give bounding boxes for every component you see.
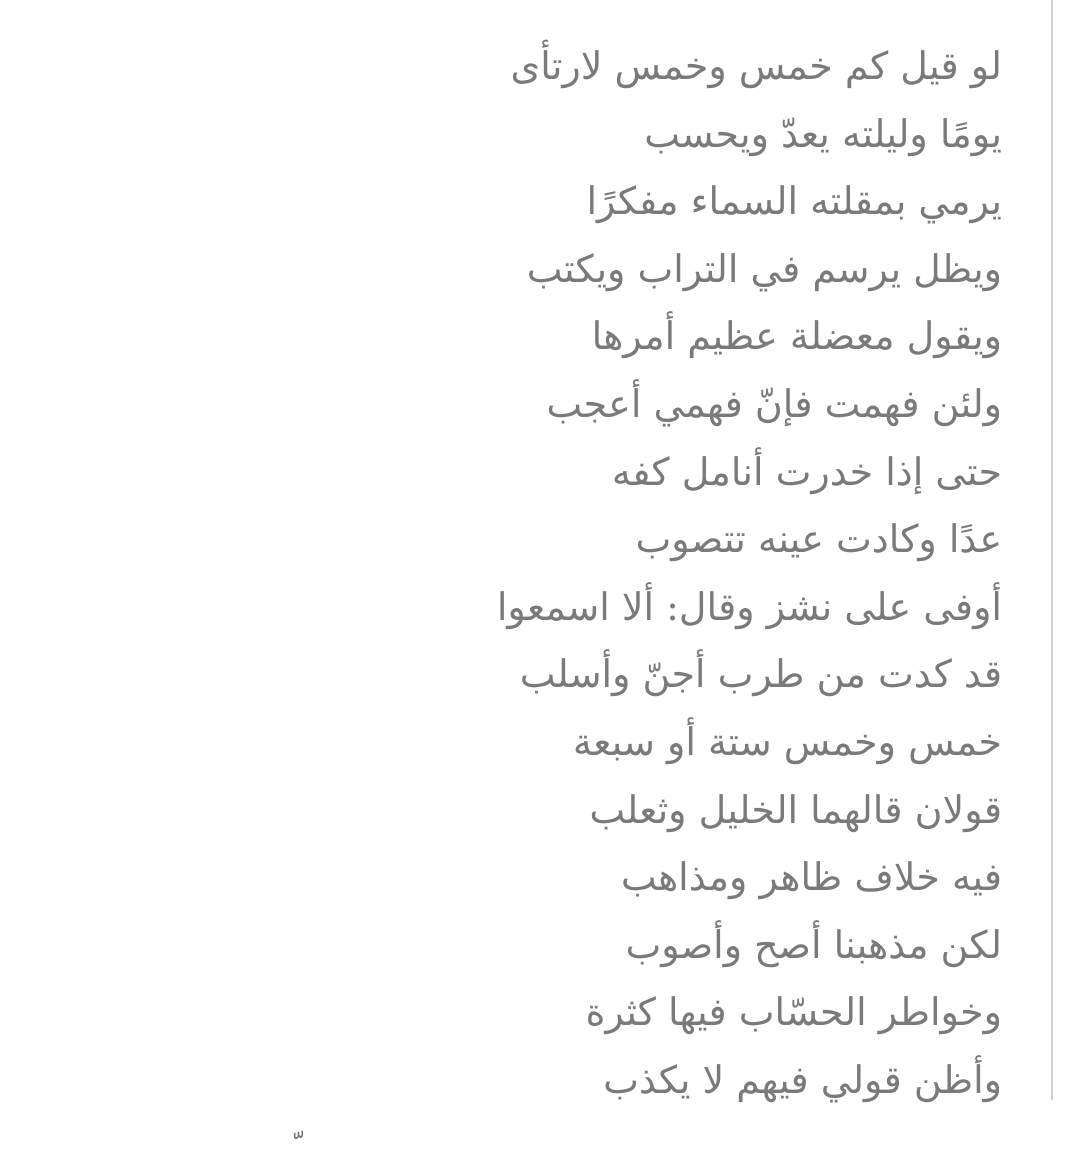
poem-line-15: وخواطر الحسّاب فيها كثرة (585, 990, 1002, 1035)
poem-line-7: حتى إذا خدرت أنامل كفه (611, 449, 1002, 494)
poem-line-5: ويقول معضلة عظيم أمرها (591, 314, 1002, 359)
poem-line-6: ولئن فهمت فإنّ فهمي أعجب (546, 381, 1002, 426)
poem-line-2: يومًا وليلته يعدّ ويحسب (644, 111, 1002, 156)
poem-text (402, 33, 1002, 1115)
poem-line-10: قد كدت من طرب أجنّ وأسلب (519, 652, 1002, 697)
poem-line-14: لكن مذهبنا أصح وأصوب (625, 922, 1002, 967)
poem-line-11: خمس وخمس ستة أو سبعة (572, 719, 1002, 764)
poem-line-13: فيه خلاف ظاهر ومذاهب (620, 855, 1002, 900)
poem-line-12: قولان قالهما الخليل وثعلب (589, 787, 1002, 832)
poem-line-4: ويظل يرسم في التراب ويكتب (526, 246, 1002, 291)
poem-line-3: يرمي بمقلته السماء مفكرًا (586, 179, 1002, 224)
vertical-divider (1051, 0, 1053, 1100)
poem-line-1: لو قيل كم خمس وخمس لارتأى (510, 44, 1002, 88)
poem-line-8: عدًا وكادت عينه تتصوب (635, 517, 1002, 562)
poem-line-9: أوفى على نشز وقال: ألا اسمعوا (496, 584, 1002, 629)
poem-line-16: وأظن قولي فيهم لا يكذب (603, 1057, 1002, 1102)
